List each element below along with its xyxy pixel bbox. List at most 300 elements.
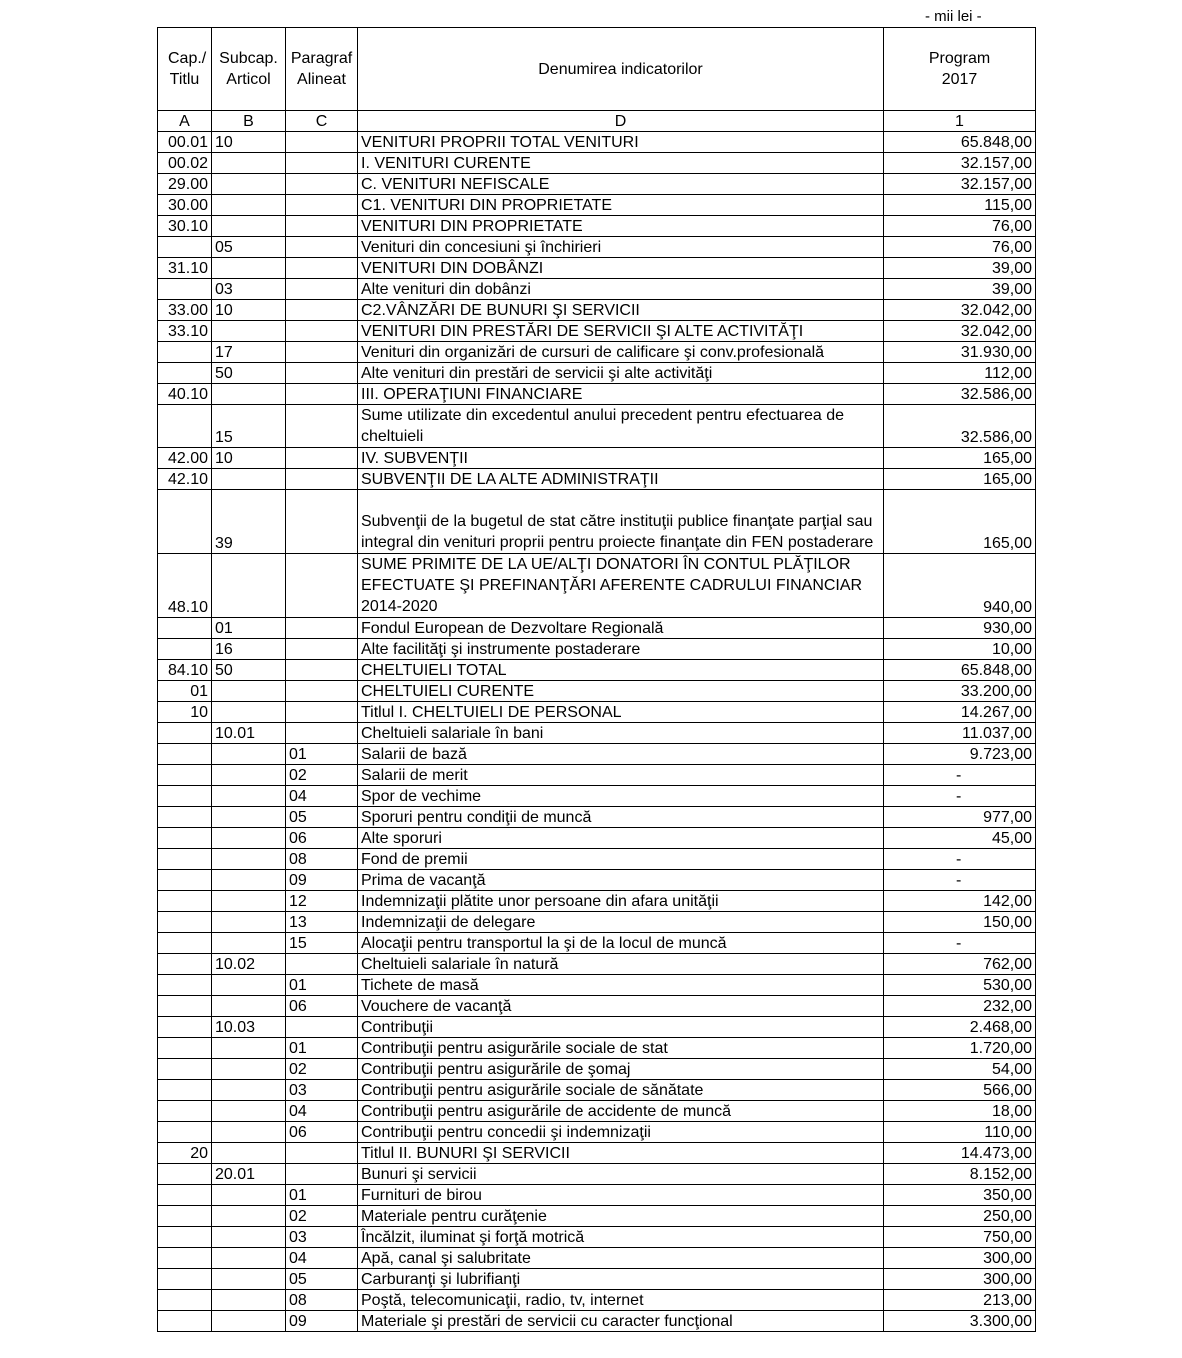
cell-program-value: 32.042,00 bbox=[884, 321, 1036, 342]
cell-paragraf-alineat: 06 bbox=[286, 1122, 358, 1143]
cell-program-value: 940,00 bbox=[884, 554, 1036, 618]
cell-denumire: Titlul I. CHELTUIELI DE PERSONAL bbox=[358, 702, 884, 723]
cell-denumire: Alte venituri din prestări de servicii şi alte activităţi bbox=[358, 363, 884, 384]
cell-cap-titlu bbox=[158, 1122, 212, 1143]
cell-program-value: 14.473,00 bbox=[884, 1143, 1036, 1164]
cell-subcap-articol bbox=[212, 195, 286, 216]
header-program: Program 2017 bbox=[884, 28, 1036, 111]
cell-denumire: Subvenţii de la bugetul de stat către instituţii publice finanţate parţial sau integral din venituri proprii pentru proiecte finanţate din FEN postaderare bbox=[358, 490, 884, 554]
cell-paragraf-alineat: 03 bbox=[286, 1080, 358, 1101]
cell-paragraf-alineat: 08 bbox=[286, 849, 358, 870]
cell-program-value: 65.848,00 bbox=[884, 660, 1036, 681]
cell-cap-titlu bbox=[158, 1206, 212, 1227]
cell-program-value: 39,00 bbox=[884, 258, 1036, 279]
cell-paragraf-alineat bbox=[286, 279, 358, 300]
cell-paragraf-alineat: 02 bbox=[286, 1059, 358, 1080]
table-row bbox=[158, 554, 1036, 618]
cell-cap-titlu bbox=[158, 912, 212, 933]
column-code: D bbox=[358, 111, 884, 132]
cell-subcap-articol bbox=[212, 1227, 286, 1248]
cell-denumire: Vouchere de vacanţă bbox=[358, 996, 884, 1017]
cell-subcap-articol: 05 bbox=[212, 237, 286, 258]
cell-cap-titlu: 42.10 bbox=[158, 469, 212, 490]
cell-paragraf-alineat bbox=[286, 258, 358, 279]
table-row bbox=[158, 342, 1036, 363]
table-row bbox=[158, 195, 1036, 216]
cell-program-value: 76,00 bbox=[884, 237, 1036, 258]
cell-paragraf-alineat bbox=[286, 1164, 358, 1185]
cell-denumire: Alocaţii pentru transportul la şi de la locul de muncă bbox=[358, 933, 884, 954]
cell-subcap-articol bbox=[212, 1185, 286, 1206]
cell-program-value: - bbox=[884, 933, 1036, 954]
table-row bbox=[158, 639, 1036, 660]
cell-cap-titlu bbox=[158, 1059, 212, 1080]
cell-denumire: CHELTUIELI CURENTE bbox=[358, 681, 884, 702]
cell-paragraf-alineat bbox=[286, 321, 358, 342]
cell-cap-titlu bbox=[158, 870, 212, 891]
cell-subcap-articol: 10.03 bbox=[212, 1017, 286, 1038]
cell-paragraf-alineat: 02 bbox=[286, 765, 358, 786]
cell-cap-titlu: 31.10 bbox=[158, 258, 212, 279]
cell-subcap-articol bbox=[212, 765, 286, 786]
table-row bbox=[158, 469, 1036, 490]
cell-subcap-articol bbox=[212, 384, 286, 405]
cell-paragraf-alineat: 03 bbox=[286, 1227, 358, 1248]
table-row bbox=[158, 300, 1036, 321]
cell-cap-titlu bbox=[158, 490, 212, 554]
cell-cap-titlu bbox=[158, 891, 212, 912]
cell-denumire: SUME PRIMITE DE LA UE/ALŢI DONATORI ÎN CONTUL PLĂŢILOR EFECTUATE ŞI PREFINANŢĂRI AFERENTE CADRULUI FINANCIAR 2014-2020 bbox=[358, 554, 884, 618]
cell-cap-titlu bbox=[158, 1164, 212, 1185]
cell-subcap-articol bbox=[212, 1059, 286, 1080]
cell-subcap-articol bbox=[212, 870, 286, 891]
cell-paragraf-alineat: 15 bbox=[286, 933, 358, 954]
cell-paragraf-alineat bbox=[286, 660, 358, 681]
table-row bbox=[158, 132, 1036, 153]
table-row bbox=[158, 933, 1036, 954]
cell-denumire: C1. VENITURI DIN PROPRIETATE bbox=[358, 195, 884, 216]
cell-program-value: 3.300,00 bbox=[884, 1311, 1036, 1332]
cell-subcap-articol: 50 bbox=[212, 660, 286, 681]
table-row bbox=[158, 1311, 1036, 1332]
cell-program-value: 76,00 bbox=[884, 216, 1036, 237]
cell-paragraf-alineat: 01 bbox=[286, 1038, 358, 1059]
cell-denumire: Alte facilităţi şi instrumente postaderare bbox=[358, 639, 884, 660]
table-row bbox=[158, 828, 1036, 849]
cell-denumire: Cheltuieli salariale în bani bbox=[358, 723, 884, 744]
cell-cap-titlu bbox=[158, 744, 212, 765]
cell-denumire: Contribuţii bbox=[358, 1017, 884, 1038]
cell-cap-titlu: 84.10 bbox=[158, 660, 212, 681]
table-row bbox=[158, 174, 1036, 195]
cell-paragraf-alineat: 04 bbox=[286, 1101, 358, 1122]
table-row bbox=[158, 321, 1036, 342]
cell-subcap-articol bbox=[212, 828, 286, 849]
cell-subcap-articol: 10.01 bbox=[212, 723, 286, 744]
cell-paragraf-alineat bbox=[286, 490, 358, 554]
cell-cap-titlu bbox=[158, 1080, 212, 1101]
cell-denumire: C2.VÂNZĂRI DE BUNURI ŞI SERVICII bbox=[358, 300, 884, 321]
cell-paragraf-alineat bbox=[286, 300, 358, 321]
cell-program-value: 32.586,00 bbox=[884, 384, 1036, 405]
cell-program-value: - bbox=[884, 849, 1036, 870]
cell-denumire: CHELTUIELI TOTAL bbox=[358, 660, 884, 681]
cell-cap-titlu bbox=[158, 954, 212, 975]
cell-cap-titlu bbox=[158, 1038, 212, 1059]
cell-denumire: Indemnizaţii de delegare bbox=[358, 912, 884, 933]
column-code: B bbox=[212, 111, 286, 132]
table-row bbox=[158, 1080, 1036, 1101]
cell-cap-titlu bbox=[158, 639, 212, 660]
table-row bbox=[158, 681, 1036, 702]
cell-paragraf-alineat: 04 bbox=[286, 1248, 358, 1269]
table-row bbox=[158, 954, 1036, 975]
cell-cap-titlu: 40.10 bbox=[158, 384, 212, 405]
cell-paragraf-alineat: 09 bbox=[286, 1311, 358, 1332]
cell-cap-titlu bbox=[158, 405, 212, 448]
header-cap-titlu: Cap./ Titlu bbox=[158, 28, 212, 111]
cell-cap-titlu bbox=[158, 849, 212, 870]
cell-cap-titlu bbox=[158, 1311, 212, 1332]
cell-denumire: Materiale şi prestări de servicii cu caracter funcţional bbox=[358, 1311, 884, 1332]
cell-program-value: 750,00 bbox=[884, 1227, 1036, 1248]
table-row bbox=[158, 448, 1036, 469]
cell-denumire: Venituri din organizări de cursuri de calificare şi conv.profesională bbox=[358, 342, 884, 363]
cell-denumire: Salarii de bază bbox=[358, 744, 884, 765]
cell-paragraf-alineat bbox=[286, 469, 358, 490]
cell-denumire: Titlul II. BUNURI ŞI SERVICII bbox=[358, 1143, 884, 1164]
cell-subcap-articol bbox=[212, 258, 286, 279]
table-row bbox=[158, 1269, 1036, 1290]
cell-paragraf-alineat bbox=[286, 554, 358, 618]
table-row bbox=[158, 1038, 1036, 1059]
cell-denumire: Furnituri de birou bbox=[358, 1185, 884, 1206]
cell-subcap-articol: 10.02 bbox=[212, 954, 286, 975]
table-row bbox=[158, 490, 1036, 554]
cell-subcap-articol: 03 bbox=[212, 279, 286, 300]
table-row bbox=[158, 996, 1036, 1017]
table-row bbox=[158, 786, 1036, 807]
cell-cap-titlu: 29.00 bbox=[158, 174, 212, 195]
cell-denumire: Fondul European de Dezvoltare Regională bbox=[358, 618, 884, 639]
cell-program-value: 930,00 bbox=[884, 618, 1036, 639]
cell-subcap-articol bbox=[212, 807, 286, 828]
cell-cap-titlu bbox=[158, 807, 212, 828]
table-row bbox=[158, 912, 1036, 933]
cell-cap-titlu bbox=[158, 618, 212, 639]
column-code: A bbox=[158, 111, 212, 132]
table-row bbox=[158, 807, 1036, 828]
table-row bbox=[158, 849, 1036, 870]
cell-subcap-articol: 16 bbox=[212, 639, 286, 660]
cell-paragraf-alineat: 06 bbox=[286, 828, 358, 849]
cell-program-value: 350,00 bbox=[884, 1185, 1036, 1206]
cell-program-value: 54,00 bbox=[884, 1059, 1036, 1080]
cell-denumire: Bunuri şi servicii bbox=[358, 1164, 884, 1185]
table-row bbox=[158, 1059, 1036, 1080]
cell-subcap-articol: 01 bbox=[212, 618, 286, 639]
cell-cap-titlu: 30.10 bbox=[158, 216, 212, 237]
cell-program-value: 11.037,00 bbox=[884, 723, 1036, 744]
cell-denumire: Cheltuieli salariale în natură bbox=[358, 954, 884, 975]
cell-program-value: 762,00 bbox=[884, 954, 1036, 975]
cell-paragraf-alineat bbox=[286, 448, 358, 469]
cell-cap-titlu: 48.10 bbox=[158, 554, 212, 618]
cell-subcap-articol: 10 bbox=[212, 448, 286, 469]
table-row bbox=[158, 1248, 1036, 1269]
cell-denumire: III. OPERAŢIUNI FINANCIARE bbox=[358, 384, 884, 405]
table-row bbox=[158, 723, 1036, 744]
cell-paragraf-alineat: 05 bbox=[286, 807, 358, 828]
cell-paragraf-alineat bbox=[286, 174, 358, 195]
cell-subcap-articol bbox=[212, 1206, 286, 1227]
cell-subcap-articol bbox=[212, 216, 286, 237]
cell-subcap-articol: 15 bbox=[212, 405, 286, 448]
cell-cap-titlu bbox=[158, 1248, 212, 1269]
cell-program-value: 65.848,00 bbox=[884, 132, 1036, 153]
cell-paragraf-alineat: 08 bbox=[286, 1290, 358, 1311]
cell-program-value: 165,00 bbox=[884, 469, 1036, 490]
cell-program-value: 2.468,00 bbox=[884, 1017, 1036, 1038]
cell-subcap-articol bbox=[212, 933, 286, 954]
table-row bbox=[158, 744, 1036, 765]
cell-paragraf-alineat bbox=[286, 405, 358, 448]
cell-subcap-articol bbox=[212, 174, 286, 195]
table-row bbox=[158, 1122, 1036, 1143]
cell-cap-titlu bbox=[158, 1269, 212, 1290]
cell-denumire: Poştă, telecomunicaţii, radio, tv, internet bbox=[358, 1290, 884, 1311]
table-row bbox=[158, 1143, 1036, 1164]
cell-denumire: Sume utilizate din excedentul anului precedent pentru efectuarea de cheltuieli bbox=[358, 405, 884, 448]
cell-denumire: Sporuri pentru condiţii de muncă bbox=[358, 807, 884, 828]
table-row bbox=[158, 279, 1036, 300]
cell-cap-titlu: 33.00 bbox=[158, 300, 212, 321]
cell-paragraf-alineat bbox=[286, 618, 358, 639]
cell-subcap-articol bbox=[212, 996, 286, 1017]
cell-subcap-articol bbox=[212, 891, 286, 912]
cell-paragraf-alineat: 12 bbox=[286, 891, 358, 912]
table-row bbox=[158, 702, 1036, 723]
cell-cap-titlu bbox=[158, 1101, 212, 1122]
cell-denumire: VENITURI DIN PROPRIETATE bbox=[358, 216, 884, 237]
header-subcap-articol: Subcap. Articol bbox=[212, 28, 286, 111]
cell-program-value: - bbox=[884, 870, 1036, 891]
cell-denumire: Salarii de merit bbox=[358, 765, 884, 786]
cell-subcap-articol: 10 bbox=[212, 132, 286, 153]
cell-program-value: - bbox=[884, 765, 1036, 786]
cell-cap-titlu: 42.00 bbox=[158, 448, 212, 469]
cell-cap-titlu: 30.00 bbox=[158, 195, 212, 216]
cell-program-value: 31.930,00 bbox=[884, 342, 1036, 363]
table-row bbox=[158, 1164, 1036, 1185]
cell-subcap-articol: 39 bbox=[212, 490, 286, 554]
cell-program-value: 33.200,00 bbox=[884, 681, 1036, 702]
cell-paragraf-alineat: 06 bbox=[286, 996, 358, 1017]
header-paragraf-alineat: Paragraf Alineat bbox=[286, 28, 358, 111]
table-row bbox=[158, 891, 1036, 912]
cell-subcap-articol bbox=[212, 321, 286, 342]
cell-denumire: Spor de vechime bbox=[358, 786, 884, 807]
table-row bbox=[158, 1101, 1036, 1122]
cell-cap-titlu: 20 bbox=[158, 1143, 212, 1164]
table-body bbox=[158, 132, 1036, 1332]
cell-subcap-articol bbox=[212, 744, 286, 765]
table-row bbox=[158, 384, 1036, 405]
cell-program-value: 213,00 bbox=[884, 1290, 1036, 1311]
cell-paragraf-alineat bbox=[286, 1017, 358, 1038]
cell-denumire: IV. SUBVENŢII bbox=[358, 448, 884, 469]
cell-subcap-articol bbox=[212, 1269, 286, 1290]
cell-cap-titlu: 01 bbox=[158, 681, 212, 702]
cell-cap-titlu bbox=[158, 1227, 212, 1248]
table-row bbox=[158, 1227, 1036, 1248]
cell-subcap-articol bbox=[212, 1122, 286, 1143]
header-row bbox=[158, 28, 1036, 111]
cell-cap-titlu: 33.10 bbox=[158, 321, 212, 342]
cell-denumire: SUBVENŢII DE LA ALTE ADMINISTRAŢII bbox=[358, 469, 884, 490]
cell-program-value: 39,00 bbox=[884, 279, 1036, 300]
cell-subcap-articol bbox=[212, 786, 286, 807]
cell-subcap-articol: 50 bbox=[212, 363, 286, 384]
cell-denumire: Contribuţii pentru asigurările sociale de sănătate bbox=[358, 1080, 884, 1101]
cell-paragraf-alineat bbox=[286, 1143, 358, 1164]
cell-paragraf-alineat bbox=[286, 132, 358, 153]
cell-program-value: 32.157,00 bbox=[884, 174, 1036, 195]
cell-program-value: 165,00 bbox=[884, 448, 1036, 469]
cell-paragraf-alineat: 01 bbox=[286, 975, 358, 996]
cell-denumire: C. VENITURI NEFISCALE bbox=[358, 174, 884, 195]
cell-subcap-articol bbox=[212, 469, 286, 490]
unit-label: - mii lei - bbox=[925, 8, 982, 25]
cell-subcap-articol bbox=[212, 554, 286, 618]
table-row bbox=[158, 1017, 1036, 1038]
cell-paragraf-alineat: 09 bbox=[286, 870, 358, 891]
table-row bbox=[158, 1290, 1036, 1311]
cell-cap-titlu: 10 bbox=[158, 702, 212, 723]
cell-program-value: 300,00 bbox=[884, 1269, 1036, 1290]
cell-paragraf-alineat: 01 bbox=[286, 1185, 358, 1206]
cell-subcap-articol bbox=[212, 1143, 286, 1164]
cell-cap-titlu bbox=[158, 1290, 212, 1311]
cell-denumire: Fond de premii bbox=[358, 849, 884, 870]
cell-subcap-articol bbox=[212, 702, 286, 723]
cell-subcap-articol bbox=[212, 681, 286, 702]
header-denumirea: Denumirea indicatorilor bbox=[358, 28, 884, 111]
cell-denumire: Contribuţii pentru concedii şi indemnizaţii bbox=[358, 1122, 884, 1143]
cell-cap-titlu bbox=[158, 996, 212, 1017]
cell-denumire: Încălzit, iluminat şi forţă motrică bbox=[358, 1227, 884, 1248]
cell-denumire: Apă, canal şi salubritate bbox=[358, 1248, 884, 1269]
cell-program-value: 32.042,00 bbox=[884, 300, 1036, 321]
cell-program-value: 32.586,00 bbox=[884, 405, 1036, 448]
cell-cap-titlu: 00.02 bbox=[158, 153, 212, 174]
cell-denumire: Alte venituri din dobânzi bbox=[358, 279, 884, 300]
cell-paragraf-alineat bbox=[286, 639, 358, 660]
cell-paragraf-alineat bbox=[286, 384, 358, 405]
cell-denumire: Indemnizaţii plătite unor persoane din afara unităţii bbox=[358, 891, 884, 912]
cell-cap-titlu bbox=[158, 363, 212, 384]
cell-cap-titlu bbox=[158, 975, 212, 996]
cell-subcap-articol bbox=[212, 849, 286, 870]
cell-cap-titlu bbox=[158, 786, 212, 807]
cell-program-value: 165,00 bbox=[884, 490, 1036, 554]
cell-subcap-articol: 10 bbox=[212, 300, 286, 321]
cell-cap-titlu bbox=[158, 1017, 212, 1038]
table-row bbox=[158, 1185, 1036, 1206]
cell-denumire: Materiale pentru curăţenie bbox=[358, 1206, 884, 1227]
cell-denumire: Contribuţii pentru asigurările de şomaj bbox=[358, 1059, 884, 1080]
table-row bbox=[158, 216, 1036, 237]
cell-program-value: 32.157,00 bbox=[884, 153, 1036, 174]
cell-program-value: 14.267,00 bbox=[884, 702, 1036, 723]
cell-subcap-articol bbox=[212, 1101, 286, 1122]
cell-subcap-articol bbox=[212, 1248, 286, 1269]
table-row bbox=[158, 618, 1036, 639]
cell-cap-titlu bbox=[158, 723, 212, 744]
cell-subcap-articol bbox=[212, 1311, 286, 1332]
cell-paragraf-alineat: 01 bbox=[286, 744, 358, 765]
budget-table bbox=[157, 27, 1036, 1332]
cell-denumire: I. VENITURI CURENTE bbox=[358, 153, 884, 174]
table-row bbox=[158, 258, 1036, 279]
cell-program-value: 232,00 bbox=[884, 996, 1036, 1017]
table-row bbox=[158, 363, 1036, 384]
cell-subcap-articol bbox=[212, 153, 286, 174]
cell-denumire: Contribuţii pentru asigurările de accidente de muncă bbox=[358, 1101, 884, 1122]
cell-program-value: 1.720,00 bbox=[884, 1038, 1036, 1059]
cell-program-value: 566,00 bbox=[884, 1080, 1036, 1101]
cell-denumire: Contribuţii pentru asigurările sociale de stat bbox=[358, 1038, 884, 1059]
cell-cap-titlu bbox=[158, 342, 212, 363]
cell-paragraf-alineat bbox=[286, 363, 358, 384]
cell-program-value: 142,00 bbox=[884, 891, 1036, 912]
cell-subcap-articol bbox=[212, 912, 286, 933]
cell-cap-titlu bbox=[158, 933, 212, 954]
cell-program-value: - bbox=[884, 786, 1036, 807]
cell-program-value: 150,00 bbox=[884, 912, 1036, 933]
table-row bbox=[158, 870, 1036, 891]
cell-denumire: Tichete de masă bbox=[358, 975, 884, 996]
cell-program-value: 115,00 bbox=[884, 195, 1036, 216]
cell-paragraf-alineat: 05 bbox=[286, 1269, 358, 1290]
cell-paragraf-alineat bbox=[286, 723, 358, 744]
table-row bbox=[158, 765, 1036, 786]
table-row bbox=[158, 975, 1036, 996]
cell-paragraf-alineat: 13 bbox=[286, 912, 358, 933]
cell-denumire: Prima de vacanţă bbox=[358, 870, 884, 891]
cell-subcap-articol bbox=[212, 975, 286, 996]
table-row bbox=[158, 153, 1036, 174]
cell-paragraf-alineat bbox=[286, 342, 358, 363]
cell-subcap-articol: 17 bbox=[212, 342, 286, 363]
cell-subcap-articol bbox=[212, 1290, 286, 1311]
cell-denumire: VENITURI PROPRII TOTAL VENITURI bbox=[358, 132, 884, 153]
cell-denumire: Alte sporuri bbox=[358, 828, 884, 849]
cell-cap-titlu bbox=[158, 237, 212, 258]
table-row bbox=[158, 237, 1036, 258]
column-code-row bbox=[158, 111, 1036, 132]
cell-paragraf-alineat bbox=[286, 954, 358, 975]
cell-cap-titlu bbox=[158, 828, 212, 849]
cell-denumire: Carburanţi şi lubrifianţi bbox=[358, 1269, 884, 1290]
cell-paragraf-alineat bbox=[286, 195, 358, 216]
column-code: C bbox=[286, 111, 358, 132]
cell-denumire: VENITURI DIN PRESTĂRI DE SERVICII ŞI ALTE ACTIVITĂŢI bbox=[358, 321, 884, 342]
cell-cap-titlu bbox=[158, 765, 212, 786]
cell-cap-titlu bbox=[158, 1185, 212, 1206]
table-row bbox=[158, 660, 1036, 681]
cell-denumire: Venituri din concesiuni şi închirieri bbox=[358, 237, 884, 258]
